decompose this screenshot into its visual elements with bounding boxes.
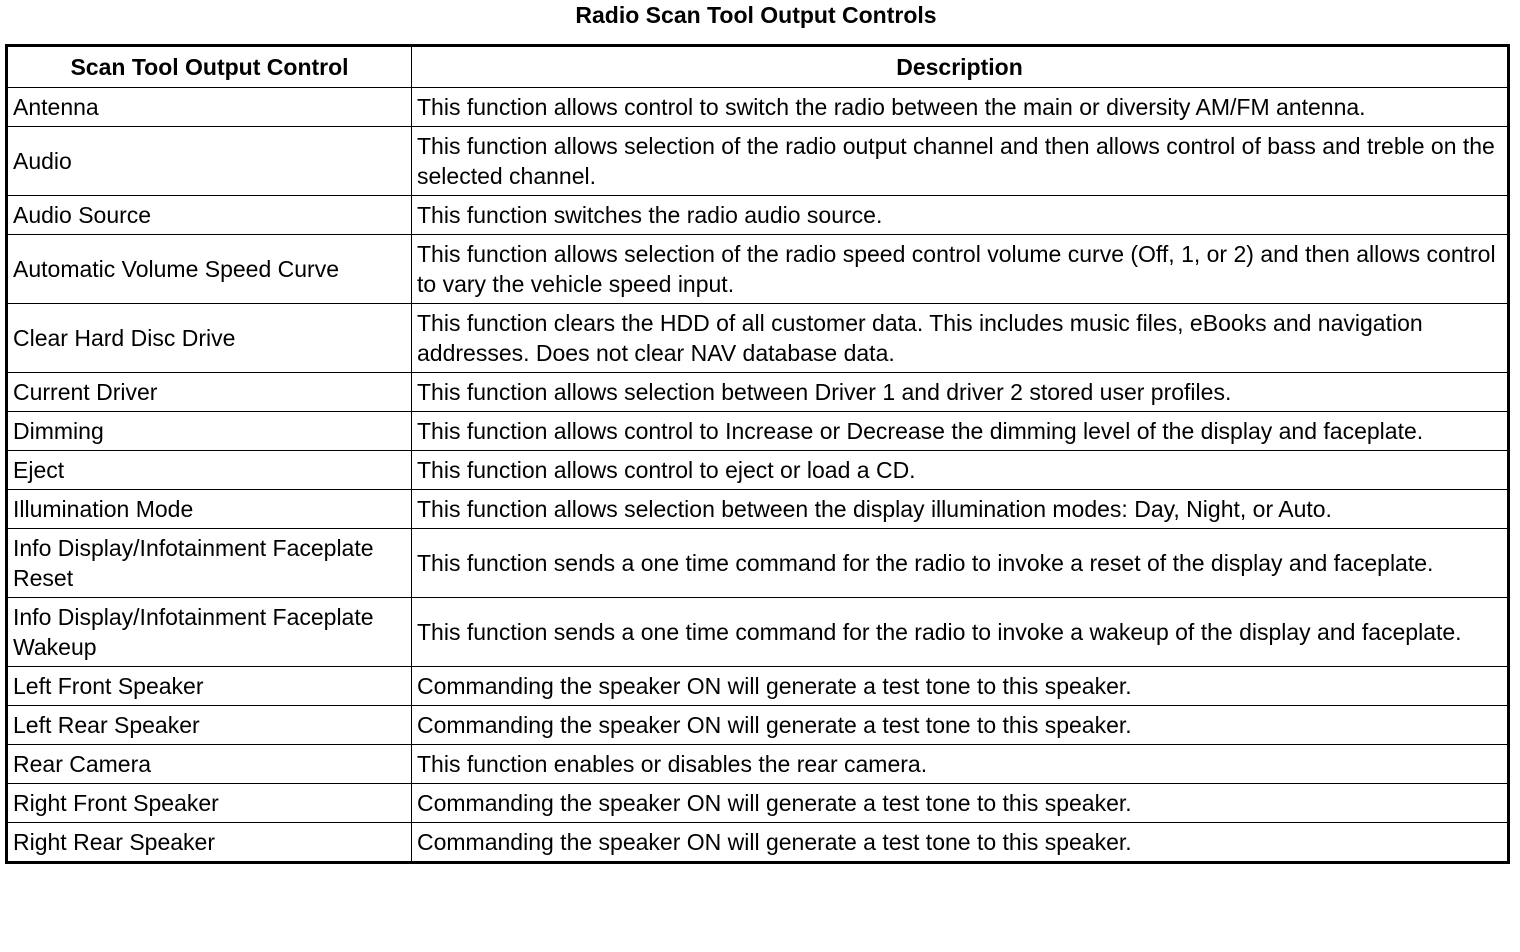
description-cell: This function allows selection between the display illumination modes: Day, Night, or Auto. xyxy=(412,490,1509,529)
description-cell: Commanding the speaker ON will generate a test tone to this speaker. xyxy=(412,784,1509,823)
column-header-control: Scan Tool Output Control xyxy=(7,46,412,88)
description-cell: Commanding the speaker ON will generate a test tone to this speaker. xyxy=(412,706,1509,745)
control-name-cell: Audio xyxy=(7,127,412,196)
column-header-description: Description xyxy=(412,46,1509,88)
description-cell: This function allows control to Increase or Decrease the dimming level of the display and faceplate. xyxy=(412,412,1509,451)
table-row xyxy=(7,598,1509,667)
description-cell: This function allows control to switch the radio between the main or diversity AM/FM antenna. xyxy=(412,88,1509,127)
table-row xyxy=(7,373,1509,412)
table-row xyxy=(7,823,1509,863)
control-name-cell: Info Display/Infotainment Faceplate Wakeup xyxy=(7,598,412,667)
table-row xyxy=(7,667,1509,706)
description-cell: This function allows selection of the radio output channel and then allows control of bass and treble on the selected channel. xyxy=(412,127,1509,196)
control-name-cell: Info Display/Infotainment Faceplate Reset xyxy=(7,529,412,598)
description-cell: This function sends a one time command for the radio to invoke a reset of the display and faceplate. xyxy=(412,529,1509,598)
control-name-cell: Rear Camera xyxy=(7,745,412,784)
description-cell: This function switches the radio audio source. xyxy=(412,196,1509,235)
table-row xyxy=(7,412,1509,451)
control-name-cell: Left Rear Speaker xyxy=(7,706,412,745)
description-cell: This function allows control to eject or load a CD. xyxy=(412,451,1509,490)
description-cell: This function enables or disables the rear camera. xyxy=(412,745,1509,784)
control-name-cell: Audio Source xyxy=(7,196,412,235)
control-name-cell: Right Front Speaker xyxy=(7,784,412,823)
table-row xyxy=(7,784,1509,823)
table-row xyxy=(7,88,1509,127)
control-name-cell: Clear Hard Disc Drive xyxy=(7,304,412,373)
control-name-cell: Automatic Volume Speed Curve xyxy=(7,235,412,304)
control-name-cell: Dimming xyxy=(7,412,412,451)
table-row xyxy=(7,235,1509,304)
description-cell: Commanding the speaker ON will generate a test tone to this speaker. xyxy=(412,823,1509,863)
table-row xyxy=(7,706,1509,745)
description-cell: Commanding the speaker ON will generate a test tone to this speaker. xyxy=(412,667,1509,706)
table-row xyxy=(7,451,1509,490)
control-name-cell: Antenna xyxy=(7,88,412,127)
table-row xyxy=(7,490,1509,529)
output-controls-table xyxy=(5,44,1510,864)
table-row xyxy=(7,127,1509,196)
table-row xyxy=(7,196,1509,235)
control-name-cell: Right Rear Speaker xyxy=(7,823,412,863)
control-name-cell: Eject xyxy=(7,451,412,490)
table-row xyxy=(7,745,1509,784)
header-row xyxy=(7,46,1509,88)
table-row xyxy=(7,529,1509,598)
table-row xyxy=(7,304,1509,373)
description-cell: This function allows selection between Driver 1 and driver 2 stored user profiles. xyxy=(412,373,1509,412)
control-name-cell: Illumination Mode xyxy=(7,490,412,529)
description-cell: This function sends a one time command for the radio to invoke a wakeup of the display and faceplate. xyxy=(412,598,1509,667)
control-name-cell: Current Driver xyxy=(7,373,412,412)
description-cell: This function clears the HDD of all customer data. This includes music files, eBooks and navigation addresses. Does not clear NAV database data. xyxy=(412,304,1509,373)
description-cell: This function allows selection of the radio speed control volume curve (Off, 1, or 2) and then allows control to vary the vehicle speed input. xyxy=(412,235,1509,304)
control-name-cell: Left Front Speaker xyxy=(7,667,412,706)
page-title: Radio Scan Tool Output Controls xyxy=(575,2,937,28)
